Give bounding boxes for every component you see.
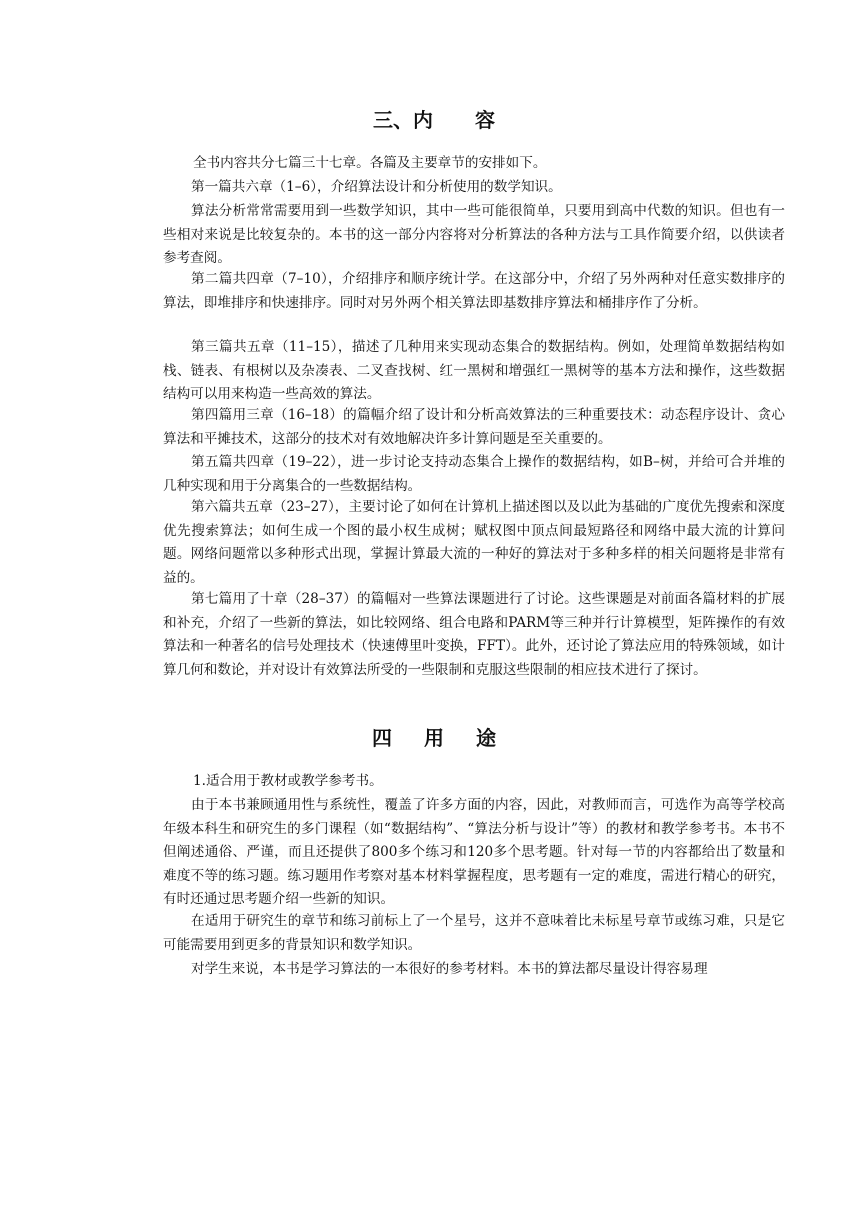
paragraph: 1.适合用于教材或教学参考书。 [193,773,383,789]
paragraph: 第四篇用三章（16–18）的篇幅介绍了设计和分析高效算法的三种重要技术：动态程序设计、贪心算法和平摊技术，这部分的技术对有效地解决许多计算问题是至关重要的。 [163,407,785,447]
paragraph: 由于本书兼顾通用性与系统性，覆盖了许多方面的内容，因此，对教师而言，可选作为高等学校高年级本科生和研究生的多门课程（如“数据结构”、“算法分析与设计”等）的教材和教学参考书。本书不但阐述通俗、严谨，而且还提供了800多个练习和120多个思考题。针对每一节的内容都给出了数量和难度不等的练习题。练习题用作考察对基本材料掌握程度，思考题有一定的难度，需进行精心的研究，有时还通过思考题介绍一些新的知识。 [163,797,785,907]
heading-part: 容 [475,108,495,132]
heading-part: 途 [476,726,496,750]
paragraph: 全书内容共分七篇三十七章。各篇及主要章节的安排如下。 [193,155,547,171]
paragraph: 第三篇共五章（11–15），描述了几种用来实现动态集合的数据结构。例如，处理简单数据结构如栈、链表、有根树以及杂凑表、二叉查找树、红一黑树和增强红一黑树等的基本方法和操作，这些数据结构可以用来构造一些高效的算法。 [163,339,785,402]
paragraph: 对学生来说，本书是学习算法的一本很好的参考材料。本书的算法都尽量设计得容易理 [191,961,708,977]
heading-part: 用 [424,726,444,750]
paragraph: 第二篇共四章（7–10），介绍排序和顺序统计学。在这部分中，介绍了另外两种对任意实数排序的算法，即堆排序和快速排序。同时对另外两个相关算法即基数排序算法和桶排序作了分析。 [163,271,785,311]
paragraph: 第六篇共五章（23–27），主要讨论了如何在计算机上描述图以及以此为基础的广度优先搜索和深度优先搜索算法；如何生成一个图的最小权生成树；赋权图中顶点间最短路径和网络中最大流的计算问题。网络问题常以多种形式出现，掌握计算最大流的一种好的算法对于多种多样的相关问题将是非常有益的。 [163,499,785,586]
paragraph: 第五篇共四章（19–22），进一步讨论支持动态集合上操作的数据结构，如B–树，并给可合并堆的几种实现和用于分离集合的一些数据结构。 [163,454,785,494]
paragraph: 算法分析常常需要用到一些数学知识，其中一些可能很简单，只要用到高中代数的知识。但也有一些相对来说是比较复杂的。本书的这一部分内容将对分析算法的各种方法与工具作简要介绍，以供读者参考查阅。 [163,203,785,266]
paragraph: 第一篇共六章（1–6），介绍算法设计和分析使用的数学知识。 [191,179,562,195]
paragraph: 第七篇用了十章（28–37）的篇幅对一些算法课题进行了讨论。这些课题是对前面各篇材料的扩展和补充，介绍了一些新的算法，如比较网络、组合电路和PARM等三种并行计算模型，矩阵操作的有效算法和一种著名的信号处理技术（快速傅里叶变换，FFT）。此外，还讨论了算法应用的特殊领域，如计算几何和数论，并对设计有效算法所受的一些限制和克服这些限制的相应技术进行了探讨。 [163,591,785,678]
heading-part: 三、内 [373,108,433,132]
heading-part: 四 [372,726,392,750]
paragraph: 在适用于研究生的章节和练习前标上了一个星号，这并不意味着比未标星号章节或练习难，只是它可能需要用到更多的背景知识和数学知识。 [163,913,785,953]
section-heading-contents [0,104,868,133]
section-heading-usage [0,722,868,751]
